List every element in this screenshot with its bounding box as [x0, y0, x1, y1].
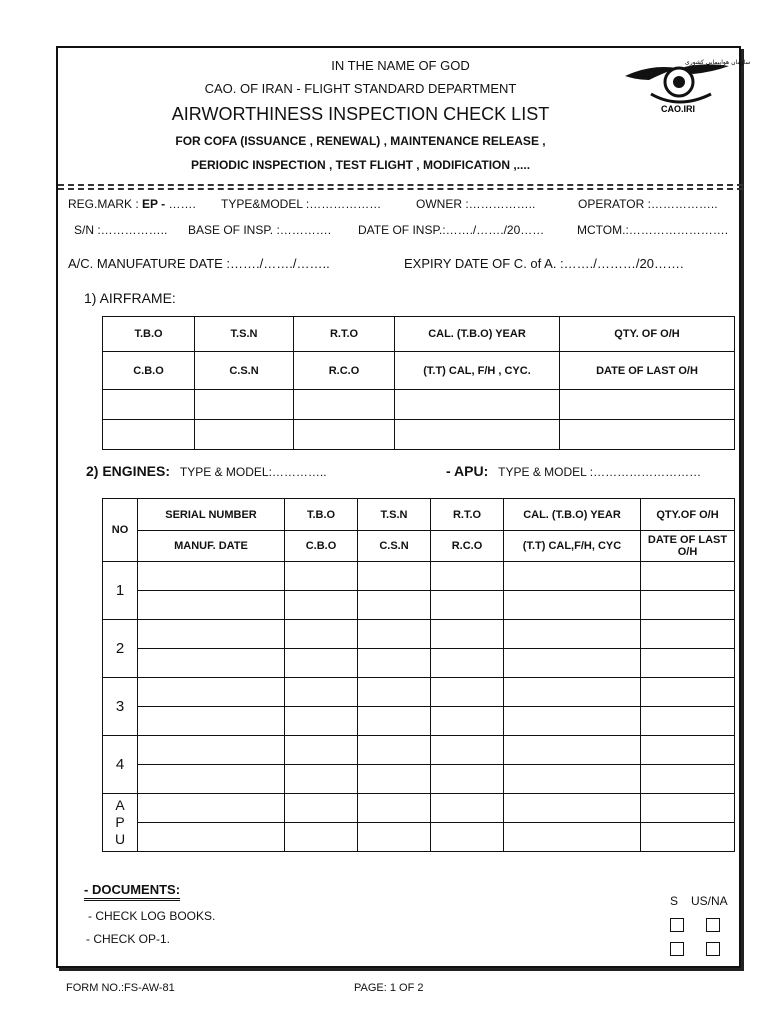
logo-persian-text: سازمان هواپیمایی کشوری [685, 59, 751, 66]
engine-row-1 [103, 562, 735, 591]
airframe-data-row [103, 390, 735, 420]
apu-letter: P [115, 814, 125, 830]
eng-tbo-header: T.B.O [285, 499, 358, 531]
logo-text: CAO.IRI [661, 104, 696, 114]
tsn-header: T.S.N [195, 317, 294, 352]
owner-field: OWNER :…………….. [416, 197, 536, 211]
check-op1-item: - CHECK OP-1. [86, 932, 171, 946]
engine-row-3 [103, 678, 735, 707]
manuf-date-header: MANUF. DATE [138, 531, 285, 562]
eng-rco-header: R.C.O [431, 531, 504, 562]
apu-label-cell [103, 794, 138, 852]
csn-header: C.S.N [195, 352, 294, 390]
cbo-header: C.B.O [103, 352, 195, 390]
rto-header: R.T.O [294, 317, 395, 352]
page-number: PAGE: 1 OF 2 [354, 982, 424, 994]
eng-date-last-oh-header: DATE OF LAST O/H [641, 531, 735, 562]
op1-usna-checkbox[interactable] [706, 942, 720, 956]
operator-field: OPERATOR :…………….. [578, 197, 718, 211]
header-line-5: PERIODIC INSPECTION , TEST FLIGHT , MODIFICATION ,.... [190, 158, 531, 172]
engines-header-row-2 [103, 531, 735, 562]
eng-csn-header: C.S.N [358, 531, 431, 562]
engines-table [102, 498, 735, 852]
apu-letter: U [114, 831, 126, 847]
airframe-table [102, 316, 735, 450]
header-line-1: IN THE NAME OF GOD [331, 58, 470, 73]
eng-tt-cal-header: (T.T) CAL,F/H, CYC [504, 531, 641, 562]
engine-number: 4 [103, 736, 138, 794]
no-header: NO [103, 499, 138, 562]
form-title: AIRWORTHINESS INSPECTION CHECK LIST [171, 104, 550, 124]
qty-oh-header: QTY. OF O/H [560, 317, 735, 352]
serial-number-header: SERIAL NUMBER [138, 499, 285, 531]
type-model-field: TYPE&MODEL :……………… [221, 197, 382, 211]
serial-number-field: S/N :…………….. [74, 223, 168, 237]
airframe-heading: 1) AIRFRAME: [84, 290, 176, 306]
cal-tbo-header: CAL. (T.B.O) YEAR [395, 317, 560, 352]
engine-row-4 [103, 736, 735, 765]
mctom-field: MCTOM.:……………………. [577, 223, 729, 237]
date-last-oh-header: DATE OF LAST O/H [560, 352, 735, 390]
header-line-4: FOR COFA (ISSUANCE , RENEWAL) , MAINTENANCE RELEASE , [175, 134, 546, 148]
engine-number: 2 [103, 620, 138, 678]
op1-s-checkbox[interactable] [670, 942, 684, 956]
tt-cal-header: (T.T) CAL, F/H , CYC. [395, 352, 560, 390]
apu-line [446, 463, 701, 479]
documents-heading: - DOCUMENTS: [84, 882, 180, 901]
eng-qty-oh-header: QTY.OF O/H [641, 499, 735, 531]
cao-logo [621, 54, 751, 114]
form-number: FORM NO.:FS-AW-81 [66, 982, 175, 994]
reg-mark-line [68, 197, 196, 211]
dashed-divider [58, 184, 743, 190]
airframe-header-row-2 [103, 352, 735, 390]
apu-type-model: TYPE & MODEL :……………………… [498, 465, 702, 479]
apu-row [103, 794, 735, 823]
engines-line [86, 463, 327, 479]
engines-header-row-1 [103, 499, 735, 531]
engine-row-2 [103, 620, 735, 649]
airframe-data-row [103, 420, 735, 450]
engine-number: 1 [103, 562, 138, 620]
base-of-insp-field: BASE OF INSP. :…………. [188, 223, 332, 237]
apu-heading: - APU: [446, 463, 489, 479]
eng-cal-tbo-header: CAL. (T.B.O) YEAR [504, 499, 641, 531]
form-page [56, 46, 751, 968]
eng-cbo-header: C.B.O [285, 531, 358, 562]
check-log-books-item: - CHECK LOG BOOKS. [88, 909, 216, 923]
log-books-s-checkbox[interactable] [670, 918, 684, 932]
date-of-insp-field: DATE OF INSP.:……./……./20…… [358, 223, 545, 237]
apu-letter: A [115, 797, 125, 813]
eng-rto-header: R.T.O [431, 499, 504, 531]
ep-prefix: EP - [142, 197, 166, 211]
usna-column-label: US/NA [691, 894, 728, 908]
header-line-2: CAO. OF IRAN - FLIGHT STANDARD DEPARTMENT [204, 81, 517, 96]
s-column-label: S [670, 894, 679, 908]
reg-mark-value: ……. [168, 197, 196, 211]
airframe-header-row-1 [103, 317, 735, 352]
eng-tsn-header: T.S.N [358, 499, 431, 531]
log-books-usna-checkbox[interactable] [706, 918, 720, 932]
manufacture-date-field: A/C. MANUFATURE DATE :……./……./…….. [68, 256, 330, 271]
rco-header: R.C.O [294, 352, 395, 390]
expiry-date-field: EXPIRY DATE OF C. of A. :……./………/20……. [404, 256, 684, 271]
engine-number: 3 [103, 678, 138, 736]
reg-mark-label: REG.MARK : [68, 197, 139, 211]
engines-type-model: TYPE & MODEL:………….. [179, 465, 327, 479]
tbo-header: T.B.O [103, 317, 195, 352]
engines-heading: 2) ENGINES: [86, 463, 171, 479]
